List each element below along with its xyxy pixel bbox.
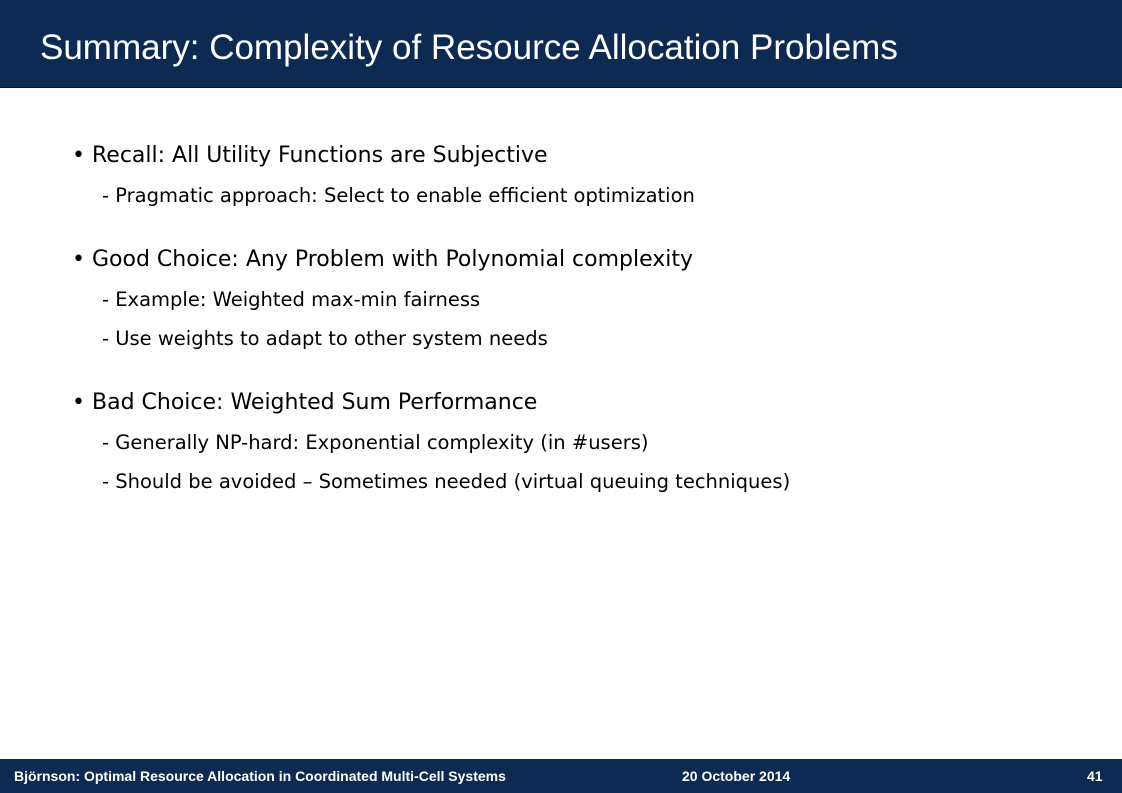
sub-bullet: - Generally NP-hard: Exponential complexity (in #users) (102, 431, 649, 454)
bullet-group (72, 383, 1092, 501)
sub-bullet: - Pragmatic approach: Select to enable efficient optimization (102, 184, 695, 207)
footer-date: 20 October 2014 (682, 768, 791, 784)
bullet-item (72, 240, 1092, 280)
bullet-dot-icon: • (72, 247, 85, 272)
slide-title: Summary: Complexity of Resource Allocation Problems (40, 28, 898, 67)
sub-bullet: - Example: Weighted max-min fairness (102, 288, 481, 311)
bullet-item (72, 383, 1092, 423)
title-bar (0, 0, 1122, 88)
footer-bar (0, 759, 1122, 793)
bullet-text: Good Choice: Any Problem with Polynomial complexity (92, 247, 694, 272)
bullet-text: Recall: All Utility Functions are Subjective (92, 143, 548, 168)
bullet-item (72, 136, 1092, 176)
footer-author-title: Björnson: Optimal Resource Allocation in Coordinated Multi-Cell Systems (14, 768, 506, 784)
bullet-group (72, 240, 1092, 358)
bullet-text: Bad Choice: Weighted Sum Performance (92, 390, 538, 415)
bullet-dot-icon: • (72, 390, 85, 415)
sub-bullet: - Use weights to adapt to other system needs (102, 327, 548, 350)
page-number: 41 (1087, 768, 1103, 784)
bullet-group (72, 136, 1092, 215)
sub-bullet: - Should be avoided – Sometimes needed (virtual queuing techniques) (102, 470, 791, 493)
slide-content (72, 136, 1092, 526)
bullet-dot-icon: • (72, 143, 85, 168)
